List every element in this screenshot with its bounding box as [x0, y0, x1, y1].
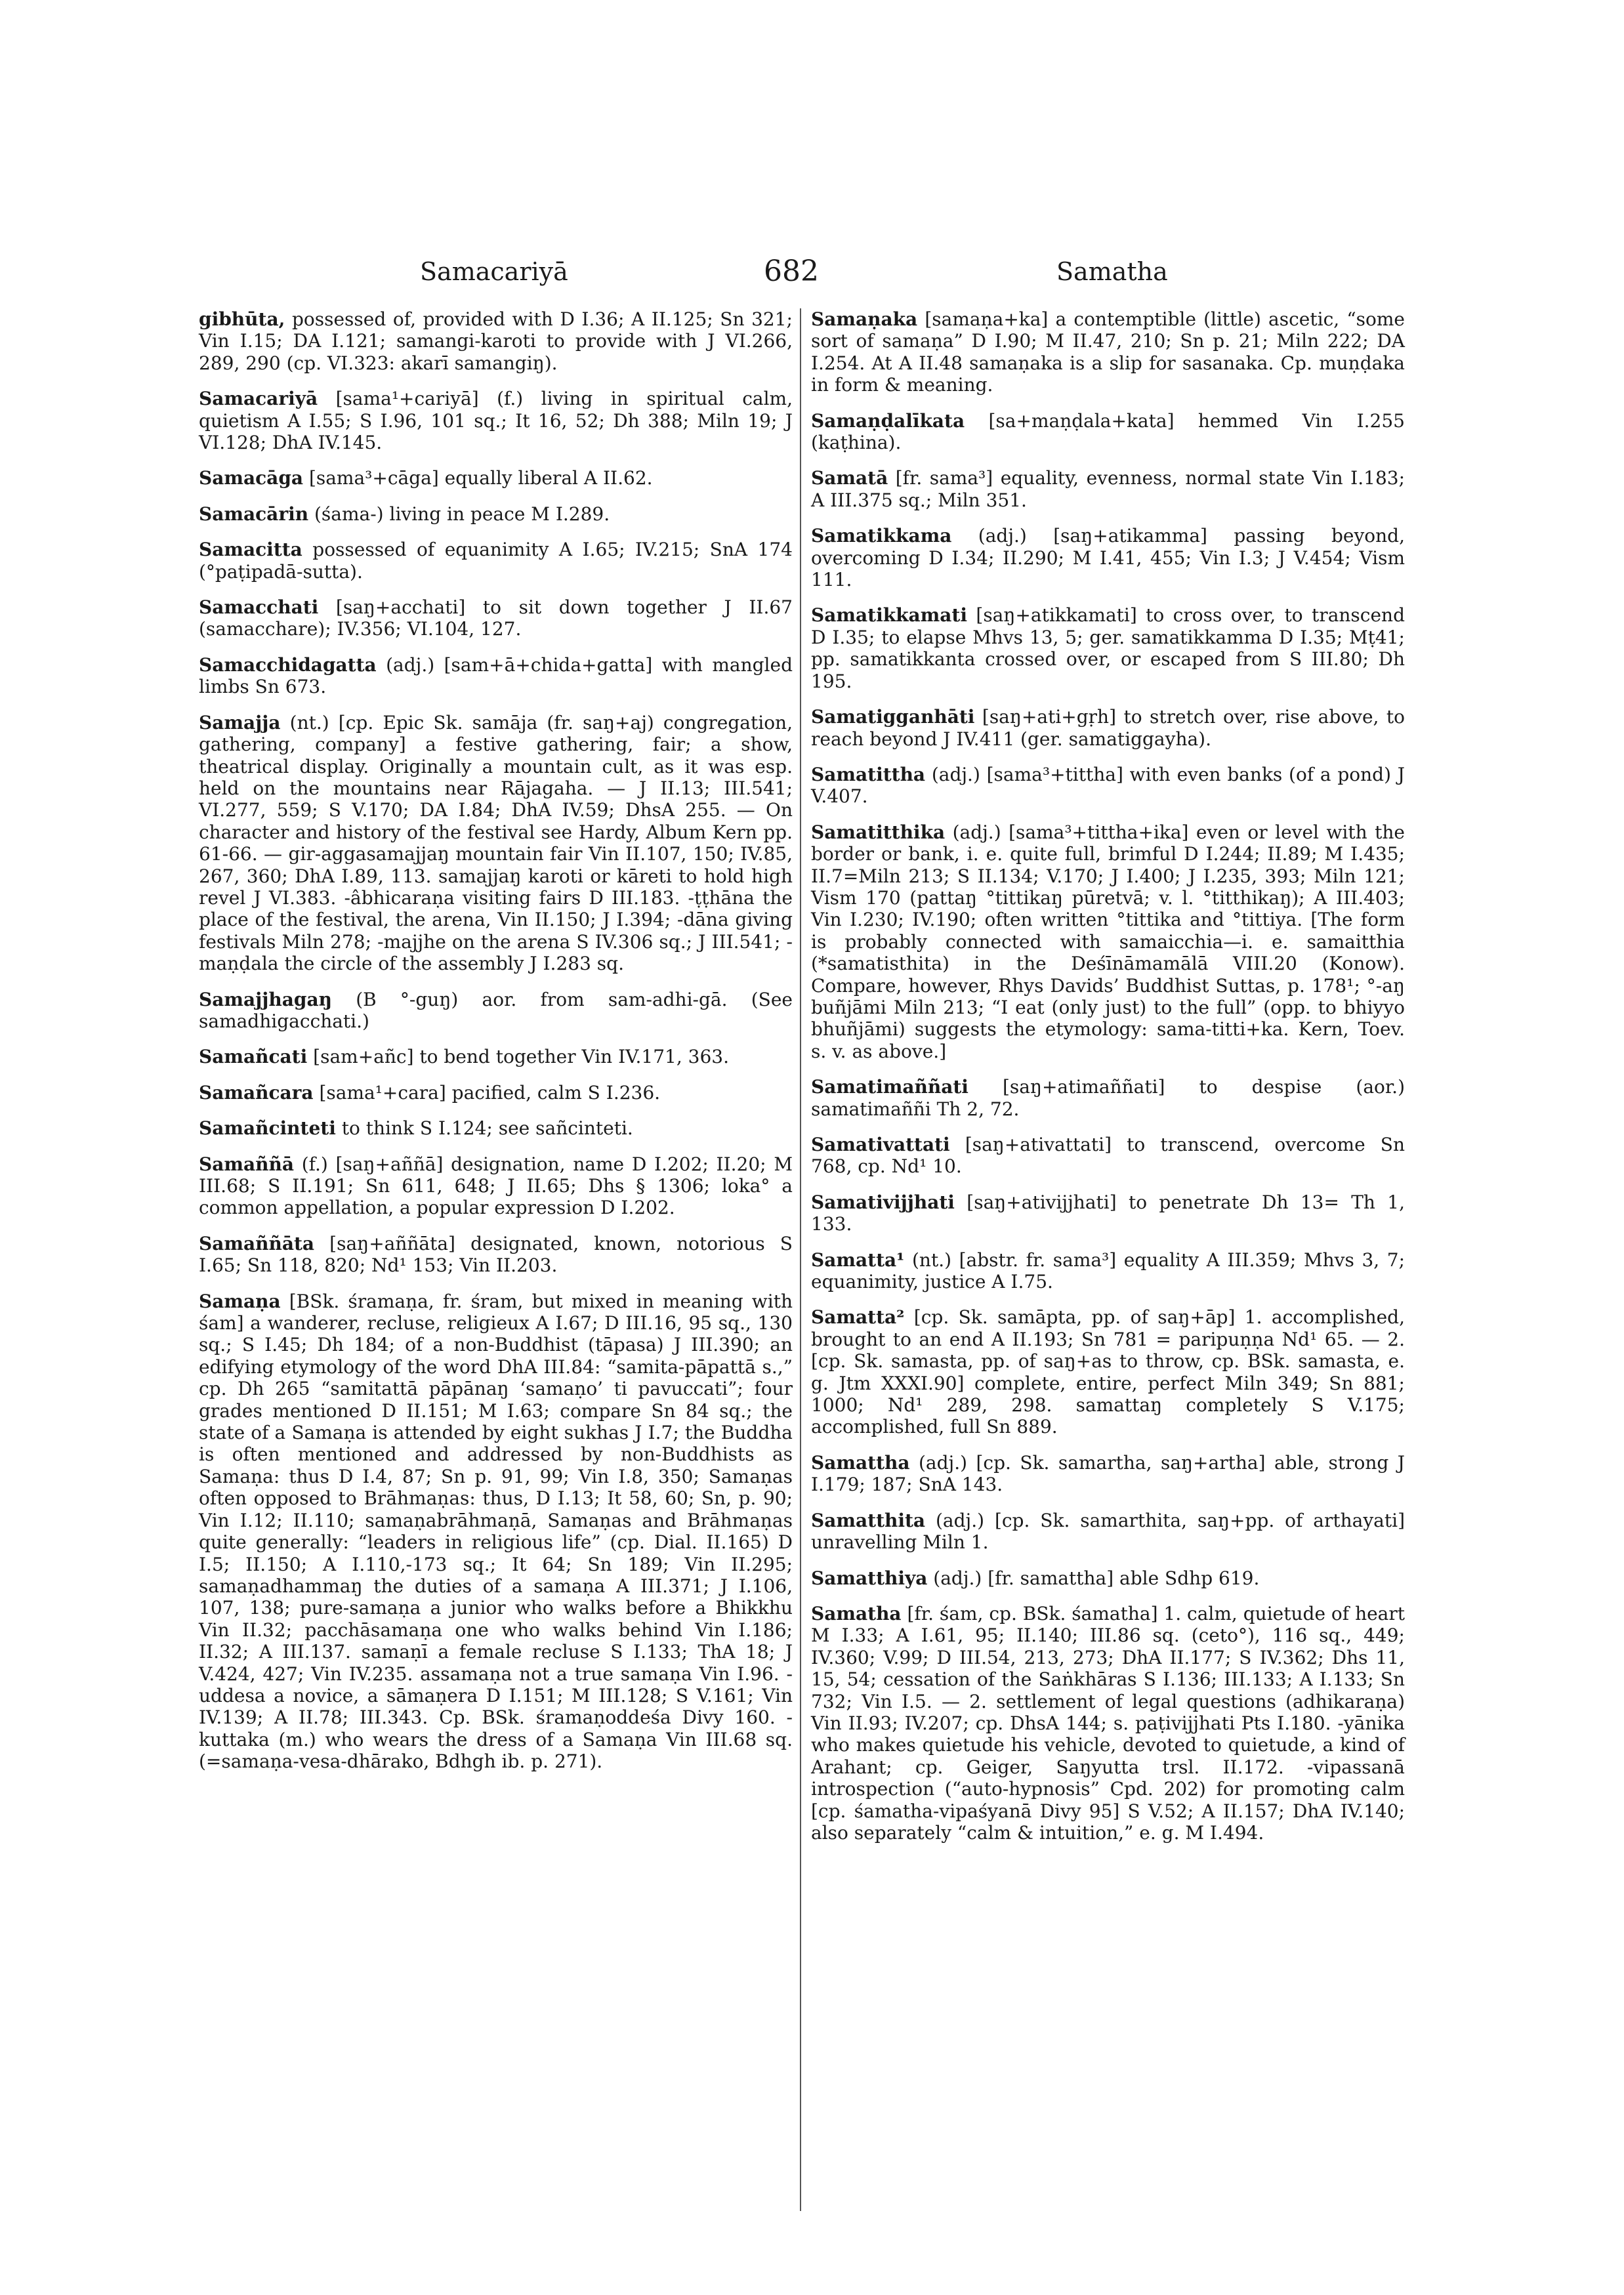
- headword: Samatikkamati: [811, 604, 967, 627]
- headword: Samajja: [199, 711, 281, 734]
- entry-text: [saŋ+acchati] to sit down together J II.67 (samacchare); IV.356; VI.104, 127.: [199, 596, 793, 640]
- dictionary-entry: [811, 308, 1405, 396]
- column-divider: [800, 308, 801, 2211]
- entry-text: possessed of, provided with D I.36; A II.125; Sn 321; Vin I.15; DA I.121; samangi-karoti to provide with J VI.266, 289, 290 (cp. VI.323: akarī samangiŋ).: [199, 308, 793, 374]
- entry-text: [sa+maṇḍala+kata] hemmed Vin I.255 (kaṭhina).: [811, 409, 1405, 454]
- right-column: [811, 308, 1405, 1857]
- dictionary-entry: [811, 1249, 1405, 1293]
- headword: Samattha: [811, 1451, 910, 1474]
- entry-text: [BSk. śramaṇa, fr. śram, but mixed in meaning with śam] a wanderer, recluse, religieux A I.67; D III.16, 95 sq., 130 sq.; S I.45; Dh 184; of a non-Buddhist (tāpasa) J III.390; an edifying etymology of the word DhA III.84: “samita-pāpattā s.,” cp. Dh 265 “samitattā pāpānaŋ ‘samaṇo’ ti pavuccati”; four grades mentioned D II.151; M I.63; compare Sn 84 sq.; the state of a Samaṇa is attended by eight sukhas J I.7; the Buddha is often mentioned and addressed by non-Buddhists as Samaṇa: thus D I.4, 87; Sn p. 91, 99; Vin I.8, 350; Samaṇas often opposed to Brāhmaṇas: thus, D I.13; It 58, 60; Sn, p. 90; Vin I.12; II.110; samaṇabrāhmaṇā, Samaṇas and Brāhmaṇas quite generally: “leaders in religious life” (cp. Dial. II.165) D I.5; II.150; A I.110,-173 sq.; It 64; Sn 189; Vin II.295; samaṇadhammaŋ the duties of a samaṇa A III.371; J I.106, 107, 138; pure-samaṇa a junior who walks before a Bhikkhu Vin II.32; pacchāsamaṇa one who walks behind Vin I.186; II.32; A III.137. samaṇī a female recluse S I.133; ThA 18; J V.424, 427; Vin IV.235. assamaṇa not a true samaṇa Vin I.96. -uddesa a novice, a sāmaṇera D I.151; M III.128; S V.161; Vin IV.139; A II.78; III.343. Cp. BSk. śramaṇoddeśa Divy 160. -kuttaka (m.) who wears the dress of a Samaṇa Vin III.68 sq. (=samaṇa-vesa-dhārako, Bdhgh ib. p. 271).: [199, 1290, 793, 1773]
- headword: gibhūta,: [199, 308, 285, 330]
- dictionary-entry: [199, 1233, 793, 1277]
- entry-text: [sama³+cāga] equally liberal A II.62.: [303, 467, 653, 489]
- dictionary-entry: [811, 1306, 1405, 1437]
- entry-text: to think S I.124; see sañcinteti.: [335, 1117, 633, 1140]
- dictionary-entry: [199, 654, 793, 698]
- entry-text: (adj.) [fr. samattha] able Sdhp 619.: [927, 1567, 1260, 1589]
- page-number: 682: [764, 255, 819, 288]
- dictionary-entry: [811, 1510, 1405, 1554]
- dictionary-entry: [811, 604, 1405, 692]
- entry-text: [sama¹+cariyā] (f.) living in spiritual calm, quietism A I.55; S I.96, 101 sq.; It 16, 52; Dh 388; Miln 19; J VI.128; DhA IV.145.: [199, 388, 793, 454]
- headword: Samajjhagaŋ: [199, 988, 332, 1010]
- dictionary-entry: [199, 712, 793, 975]
- entry-text: (adj.) [sama³+tittha+ika] even or level with the border or bank, i. e. quite full, brimful D I.244; II.89; M I.435; II.7=Miln 213; S II.134; V.170; J I.400; J I.235, 393; Miln 121; Vism 170 (pattaŋ °tittikaŋ pūretvā; v. l. °titthikaŋ); A III.403; Vin I.230; IV.190; often written °tittika and °tittiya. [The form is probably connected with samaicchia—i. e. samaitthia (*samatisthita) in the Deśīnāmamālā VIII.20 (Konow). Compare, however, Rhys Davids’ Buddhist Suttas, p. 178¹; °-aŋ buñjāmi Miln 213; “I eat (only just) to the full” (opp. to bhiyyo bhuñjāmi) suggests the etymology: sama-titti+ka. Kern, Toev. s. v. as above.]: [811, 821, 1405, 1062]
- headword: Samatta²: [811, 1306, 905, 1329]
- headword: Samañcati: [199, 1046, 308, 1068]
- dictionary-entry: [811, 1603, 1405, 1844]
- entry-text: [saŋ+aññāta] designated, known, notorious S I.65; Sn 118, 820; Nd¹ 153; Vin II.203.: [199, 1232, 793, 1277]
- entry-text: [saŋ+atikkamati] to cross over, to transcend D I.35; to elapse Mhvs 13, 5; ger. samatikkamma D I.35; Mṭ41; pp. samatikkanta crossed over, or escaped from S III.80; Dh 195.: [811, 604, 1405, 692]
- headword: Samacāga: [199, 467, 304, 489]
- entry-text: (nt.) [cp. Epic Sk. samāja (fr. saŋ+aj) congregation, gathering, company] a festive gathering, fair; a show, theatrical display. Originally a mountain cult, as it was esp. held on the mountains near Rājagaha. — J II.13; III.541; VI.277, 559; S V.170; DA I.84; DhA IV.59; DhsA 255. — On character and history of the festival see Hardy, Album Kern pp. 61-66. — gir-aggasamajjaŋ mountain fair Vin II.107, 150; IV.85, 267, 360; DhA I.89, 113. samajjaŋ karoti or kāreti to hold high revel J VI.383. -âbhicaraṇa visiting fairs D III.183. -ṭṭhāna the place of the festival, the arena, Vin II.150; J I.394; -dāna giving festivals Miln 278; -majjhe on the arena S IV.306 sq.; J III.541; -maṇḍala the circle of the assembly J I.283 sq.: [199, 711, 793, 975]
- dictionary-entry: [811, 410, 1405, 454]
- entry-text: (adj.) [cp. Sk. samarthita, saŋ+pp. of arthayati] unravelling Miln 1.: [811, 1509, 1405, 1554]
- headword: Samaññāta: [199, 1232, 315, 1254]
- entry-text: [sama¹+cara] pacified, calm S I.236.: [313, 1081, 661, 1104]
- entry-text: (adj.) [saŋ+atikamma] passing beyond, overcoming D I.34; II.290; M I.41, 455; Vin I.3; J V.454; Vism 111.: [811, 525, 1405, 591]
- headword: Samatigganhāti: [811, 706, 975, 728]
- dictionary-entry: [811, 467, 1405, 511]
- headword: Samatitthika: [811, 821, 946, 843]
- dictionary-entry: [811, 525, 1405, 590]
- entry-text: (adj.) [sama³+tittha] with even banks (of a pond) J V.407.: [811, 763, 1405, 808]
- dictionary-entry: [199, 1082, 793, 1104]
- headword: Samaṇḍalīkata: [811, 409, 965, 432]
- headword: Samatta¹: [811, 1249, 905, 1271]
- entry-text: [saŋ+ativattati] to transcend, overcome Sn 768, cp. Nd¹ 10.: [811, 1134, 1405, 1178]
- headword: Samacitta: [199, 539, 302, 561]
- headword: Samacchati: [199, 596, 319, 619]
- dictionary-entry: [199, 467, 793, 489]
- entry-text: (śama-) living in peace M I.289.: [308, 503, 610, 525]
- page-header: [0, 257, 1624, 297]
- dictionary-entry: [199, 1153, 793, 1219]
- entry-text: [saŋ+atimaññati] to despise (aor.) samatimaññi Th 2, 72.: [811, 1076, 1405, 1120]
- dictionary-entry: [199, 989, 793, 1033]
- entry-text: [fr. śam, cp. BSk. śamatha] 1. calm, quietude of heart M I.33; A I.61, 95; II.140; III.86 sq. (ceto°), 116 sq., 449; IV.360; V.99; D III.54, 213, 273; DhA II.177; S IV.362; Dhs 11, 15, 54; cessation of the Saṅkhāras S I.136; III.133; A I.133; Sn 732; Vin I.5. — 2. settlement of legal questions (adhikaraṇa) Vin II.93; IV.207; cp. DhsA 144; s. paṭivijjhati Pts I.180. -yānika who makes quietude his vehicle, devoted to quietude, a kind of Arahant; cp. Geiger, Saŋyutta trsl. II.172. -vipassanā introspection (“auto-hypnosis” Cpd. 202) for promoting calm [cp. śamatha-vipaśyanā Divy 95] S V.52; A II.157; DhA IV.140; also separately “calm & intuition,” e. g. M I.494.: [811, 1602, 1405, 1844]
- dictionary-entry: [199, 1046, 793, 1067]
- dictionary-entry: [199, 596, 793, 640]
- entry-text: [saŋ+ati+gṛh] to stretch over, rise above, to reach beyond J IV.411 (ger. samatiggayha).: [811, 706, 1405, 750]
- headword: Samatā: [811, 467, 888, 489]
- running-head-left: Samacariyā: [420, 257, 568, 286]
- headword: Samacārin: [199, 503, 309, 525]
- headword: Samacariyā: [199, 388, 318, 410]
- headword: Samaṇa: [199, 1290, 281, 1312]
- dictionary-entry: [199, 1291, 793, 1773]
- headword: Samaṇaka: [811, 308, 918, 330]
- entry-text: (nt.) [abstr. fr. sama³] equality A III.359; Mhvs 3, 7; equanimity, justice A I.75.: [811, 1249, 1405, 1293]
- headword: Samaññā: [199, 1153, 294, 1175]
- entry-text: [sam+añc] to bend together Vin IV.171, 363.: [307, 1046, 729, 1068]
- dictionary-entry: [811, 1567, 1405, 1589]
- dictionary-entry: [811, 1134, 1405, 1178]
- dictionary-entry: [199, 308, 793, 374]
- headword: Samacchidagatta: [199, 653, 377, 676]
- running-head-right: Samatha: [1056, 257, 1168, 286]
- headword: Samatthiya: [811, 1567, 928, 1589]
- headword: Samatha: [811, 1602, 902, 1624]
- dictionary-entry: [811, 1452, 1405, 1496]
- dictionary-entry: [199, 388, 793, 453]
- headword: Samatthita: [811, 1509, 926, 1531]
- headword: Samañcara: [199, 1081, 314, 1104]
- dictionary-entry: [811, 706, 1405, 750]
- dictionary-entry: [199, 503, 793, 525]
- entry-text: [fr. sama³] equality, evenness, normal state Vin I.183; A III.375 sq.; Miln 351.: [811, 467, 1405, 511]
- dictionary-entry: [811, 764, 1405, 808]
- headword: Samañcinteti: [199, 1117, 336, 1140]
- dictionary-entry: [199, 1117, 793, 1139]
- headword: Samatikkama: [811, 525, 952, 547]
- entry-text: [saŋ+ativijjhati] to penetrate Dh 13= Th 1, 133.: [811, 1191, 1405, 1235]
- headword: Samatimaññati: [811, 1076, 968, 1098]
- headword: Samativattati: [811, 1134, 950, 1155]
- entry-text: (B °-guŋ) aor. from sam-adhi-gā. (See samadhigacchati.): [199, 988, 793, 1032]
- entry-text: [cp. Sk. samāpta, pp. of saŋ+āp] 1. accomplished, brought to an end A II.193; Sn 781 = paripuṇṇa Nd¹ 65. — 2. [cp. Sk. samasta, pp. of saŋ+as to throw, cp. BSk. samasta, e. g. Jtm XXXI.90] complete, entire, perfect Miln 349; Sn 881; 1000; Nd¹ 289, 298. samattaŋ completely S V.175; accomplished, full Sn 889.: [811, 1306, 1405, 1438]
- dictionary-entry: [811, 1076, 1405, 1120]
- headword: Samatittha: [811, 763, 926, 785]
- entry-text: (f.) [saŋ+aññā] designation, name D I.202; II.20; M III.68; S II.191; Sn 611, 648; J II.65; Dhs § 1306; loka° a common appellation, a popular expression D I.202.: [199, 1153, 793, 1219]
- headword: Samativijjhati: [811, 1191, 955, 1213]
- left-column: [199, 308, 793, 1787]
- entry-text: (adj.) [sam+ā+chida+gatta] with mangled limbs Sn 673.: [199, 653, 793, 698]
- entry-text: (adj.) [cp. Sk. samartha, saŋ+artha] able, strong J I.179; 187; SnA 143.: [811, 1451, 1405, 1496]
- entry-text: [samaṇa+ka] a contemptible (little) ascetic, “some sort of samaṇa” D I.90; M II.47, 210; Sn p. 21; Miln 222; DA I.254. At A II.48 samaṇaka is a slip for sasanaka. Cp. muṇḍaka in form & meaning.: [811, 308, 1405, 396]
- entry-text: possessed of equanimity A I.65; IV.215; SnA 174 (°paṭipadā-sutta).: [199, 539, 793, 583]
- dictionary-entry: [811, 1191, 1405, 1235]
- dictionary-entry: [199, 539, 793, 583]
- dictionary-entry: [811, 821, 1405, 1062]
